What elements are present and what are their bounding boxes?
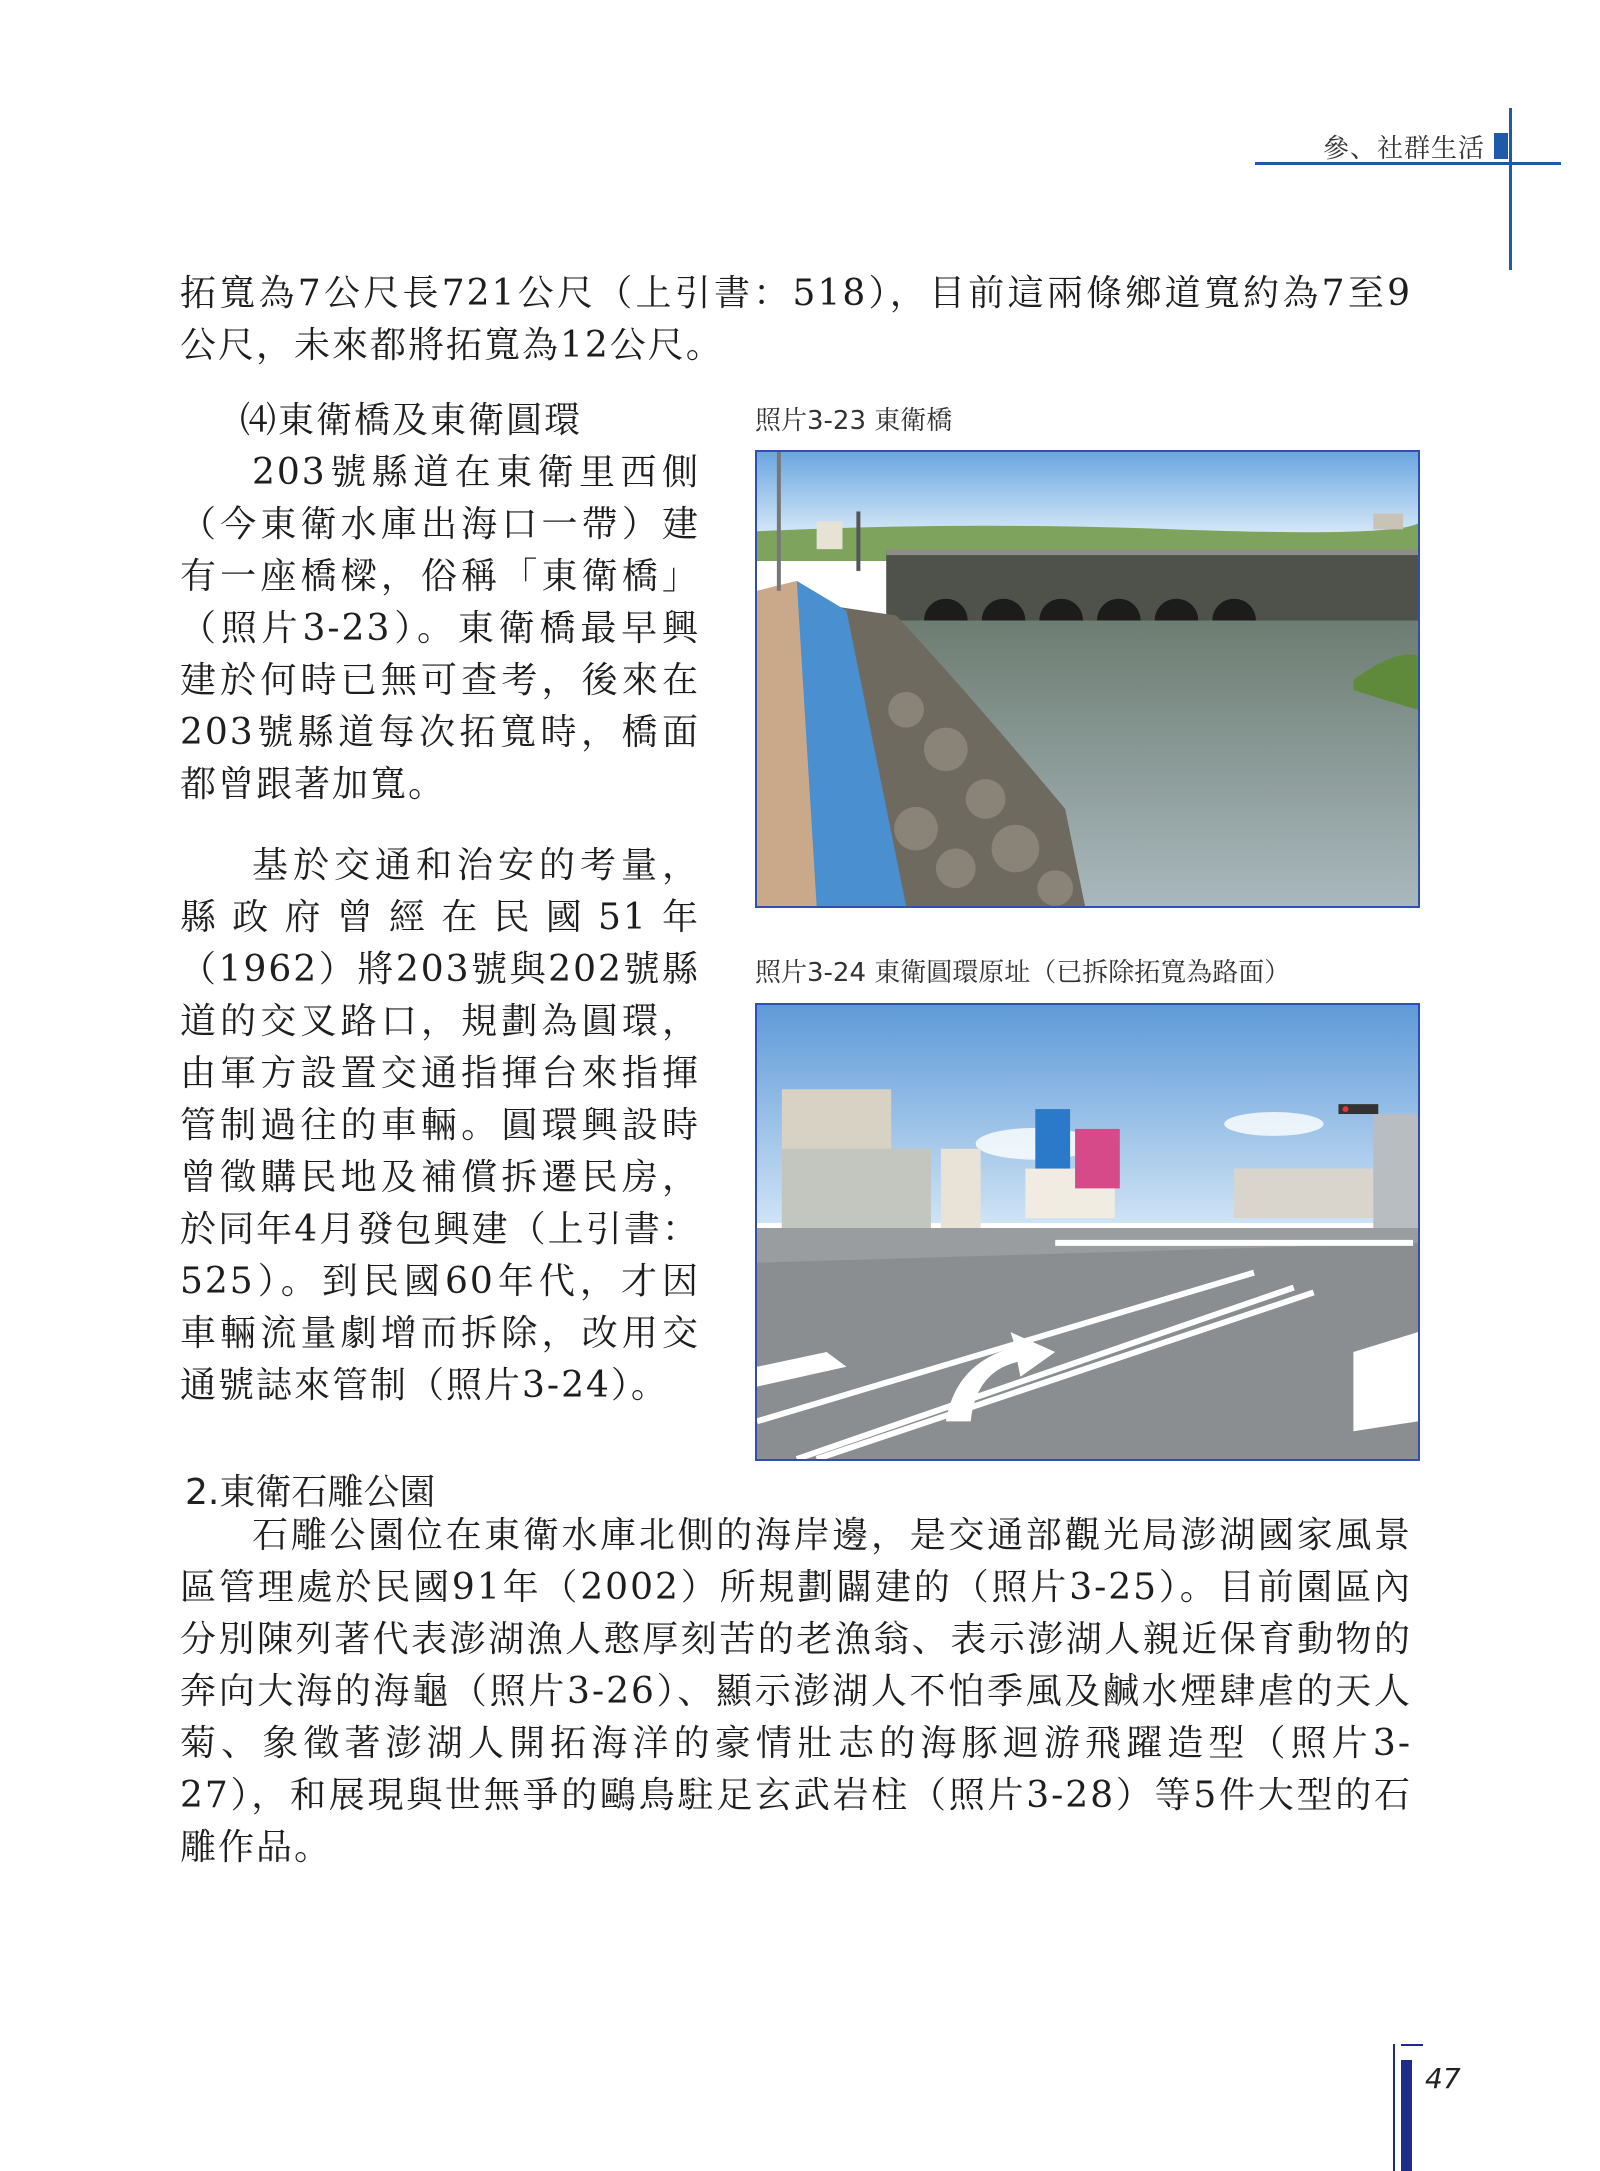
photo-dongwei-roundabout [755, 1003, 1420, 1461]
header-marker [1494, 133, 1508, 159]
chapter-title: 參、社群生活 [1322, 134, 1485, 164]
intro-paragraph: 拓寬為7公尺長721公尺（上引書：518），目前這兩條鄉道寬約為7至9公尺，未來都將拓寬為12公尺。 [180, 273, 1412, 366]
footer-bar [1401, 2060, 1412, 2171]
roundabout-paragraph: 基於交通和治安的考量，縣政府曾經在民國51年（1962）將203號與202號縣道的交叉路口，規劃為圓環，由軍方設置交通指揮台來指揮管制過往的車輛。圓環興設時曾徵購民地及補償拆遷民房，於同年4月發包興建（上引書：525）。到民國60年代，才因車輛流量劇增而拆除，改用交通號誌來管制（照片3-24）。 [180, 845, 700, 1406]
header-vertical-rule [1509, 108, 1512, 270]
bridge-paragraph: 203號縣道在東衛里西側（今東衛水庫出海口一帶）建有一座橋樑，俗稱「東衛橋」（照片3-23）。東衛橋最早興建於何時已無可查考，後來在203號縣道每次拓寬時，橋面都曾跟著加寬。 [180, 452, 700, 805]
page-number: 47 [1425, 2062, 1461, 2095]
footer-tick [1401, 2044, 1423, 2046]
park-paragraph: 石雕公園位在東衛水庫北側的海岸邊，是交通部觀光局澎湖國家風景區管理處於民國91年（2002）所規劃闢建的（照片3-25）。目前園區內分別陳列著代表澎湖漁人憨厚刻苦的老漁翁、表示澎湖人親近保育動物的奔向大海的海龜（照片3-26）、顯示澎湖人不怕季風及鹹水煙肆虐的天人菊、象徵著澎湖人開拓海洋的豪情壯志的海豚迴游飛躍造型（照片3-27），和展現與世無爭的鷗鳥駐足玄武岩柱（照片3-28）等5件大型的石雕作品。 [180, 1515, 1412, 1868]
photo-dongwei-bridge [755, 450, 1420, 908]
subheading-bridge: ⑷東衛橋及東衛圓環 [240, 400, 583, 441]
photo-caption-3-23: 照片3-23 東衛橋 [755, 406, 953, 436]
footer-rule [1393, 2044, 1395, 2171]
photo-caption-3-24: 照片3-24 東衛圓環原址（已拆除拓寬為路面） [755, 958, 1291, 988]
section-title-stone-park: 2.東衛石雕公園 [185, 1472, 436, 1513]
